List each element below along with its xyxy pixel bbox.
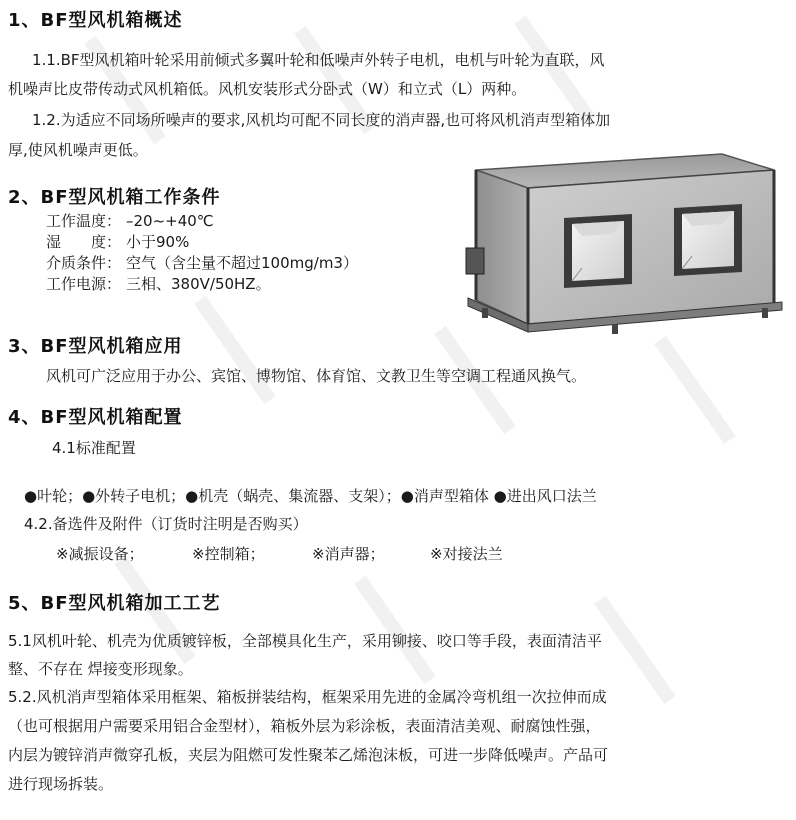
standard-items-list: ●叶轮；●外转子电机；●机壳（蜗壳、集流器、支架）；●消声型箱体 ●进出风口法兰 xyxy=(24,487,597,505)
section-5-line-3: 5.2.风机消声型箱体采用框架、箱板拼装结构，框架采用先进的金属冷弯机组一次拉伸而成 xyxy=(8,688,607,706)
section-4-1-subtitle: 4.1标准配置 xyxy=(52,439,136,457)
section-3-text: 风机可广泛应用于办公、宾馆、博物馆、体育馆、文教卫生等空调工程通风换气。 xyxy=(46,367,587,385)
section-5-line-1: 5.1风机叶轮、机壳为优质镀锌板，全部模具化生产，采用铆接、咬口等手段，表面清洁平 xyxy=(8,632,602,650)
condition-row-temperature xyxy=(46,212,214,230)
section-1-paragraph-1-line-1: 1.1.BF型风机箱叶轮采用前倾式多翼叶轮和低噪声外转子电机，电机与叶轮为直联，风 xyxy=(32,51,605,69)
section-5-line-6: 进行现场拆装。 xyxy=(8,775,114,793)
section-5-line-2: 整、不存在 焊接变形现象。 xyxy=(8,660,193,678)
optional-item: ※减振设备； xyxy=(56,545,144,563)
condition-row-humidity xyxy=(46,233,189,251)
condition-key: 湿 度： xyxy=(46,233,122,251)
optional-item: ※对接法兰 xyxy=(430,545,503,563)
section-5-title: 5、BF型风机箱加工工艺 xyxy=(8,593,221,614)
section-1-title: 1、BF型风机箱概述 xyxy=(8,10,183,31)
condition-row-power xyxy=(46,275,271,293)
section-5-line-4: （也可根据用户需要采用铝合金型材），箱板外层为彩涂板，表面清洁美观、耐腐蚀性强， xyxy=(8,717,601,735)
condition-row-medium xyxy=(46,254,358,272)
section-1-paragraph-2-line-1: 1.2.为适应不同场所噪声的要求,风机均可配不同长度的消声器,也可将风机消声型箱体加 xyxy=(32,111,611,129)
condition-value: –20~+40℃ xyxy=(126,212,214,230)
section-2-title: 2、BF型风机箱工作条件 xyxy=(8,187,221,208)
fan-cabinet-illustration xyxy=(462,148,788,344)
condition-key: 工作温度： xyxy=(46,212,122,230)
section-1-paragraph-1-line-2: 机噪声比皮带传动式风机箱低。风机安装形式分卧式（W）和立式（L）两种。 xyxy=(8,80,527,98)
optional-item: ※消声器； xyxy=(312,545,385,563)
condition-value: 小于90% xyxy=(126,233,190,251)
section-3-title: 3、BF型风机箱应用 xyxy=(8,336,183,357)
condition-value: 空气（含尘量不超过100mg/m3） xyxy=(126,254,358,272)
condition-key: 介质条件： xyxy=(46,254,122,272)
section-4-2-subtitle: 4.2.备选件及附件（订货时注明是否购买） xyxy=(24,515,308,533)
optional-item: ※控制箱； xyxy=(192,545,265,563)
section-1-paragraph-2-line-2: 厚,使风机噪声更低。 xyxy=(8,141,148,159)
section-4-title: 4、BF型风机箱配置 xyxy=(8,407,183,428)
condition-key: 工作电源： xyxy=(46,275,122,293)
condition-value: 三相、380V/50HZ。 xyxy=(126,275,271,293)
section-5-line-5: 内层为镀锌消声微穿孔板，夹层为阻燃可发性聚苯乙烯泡沫板，可进一步降低噪声。产品可 xyxy=(8,746,609,764)
